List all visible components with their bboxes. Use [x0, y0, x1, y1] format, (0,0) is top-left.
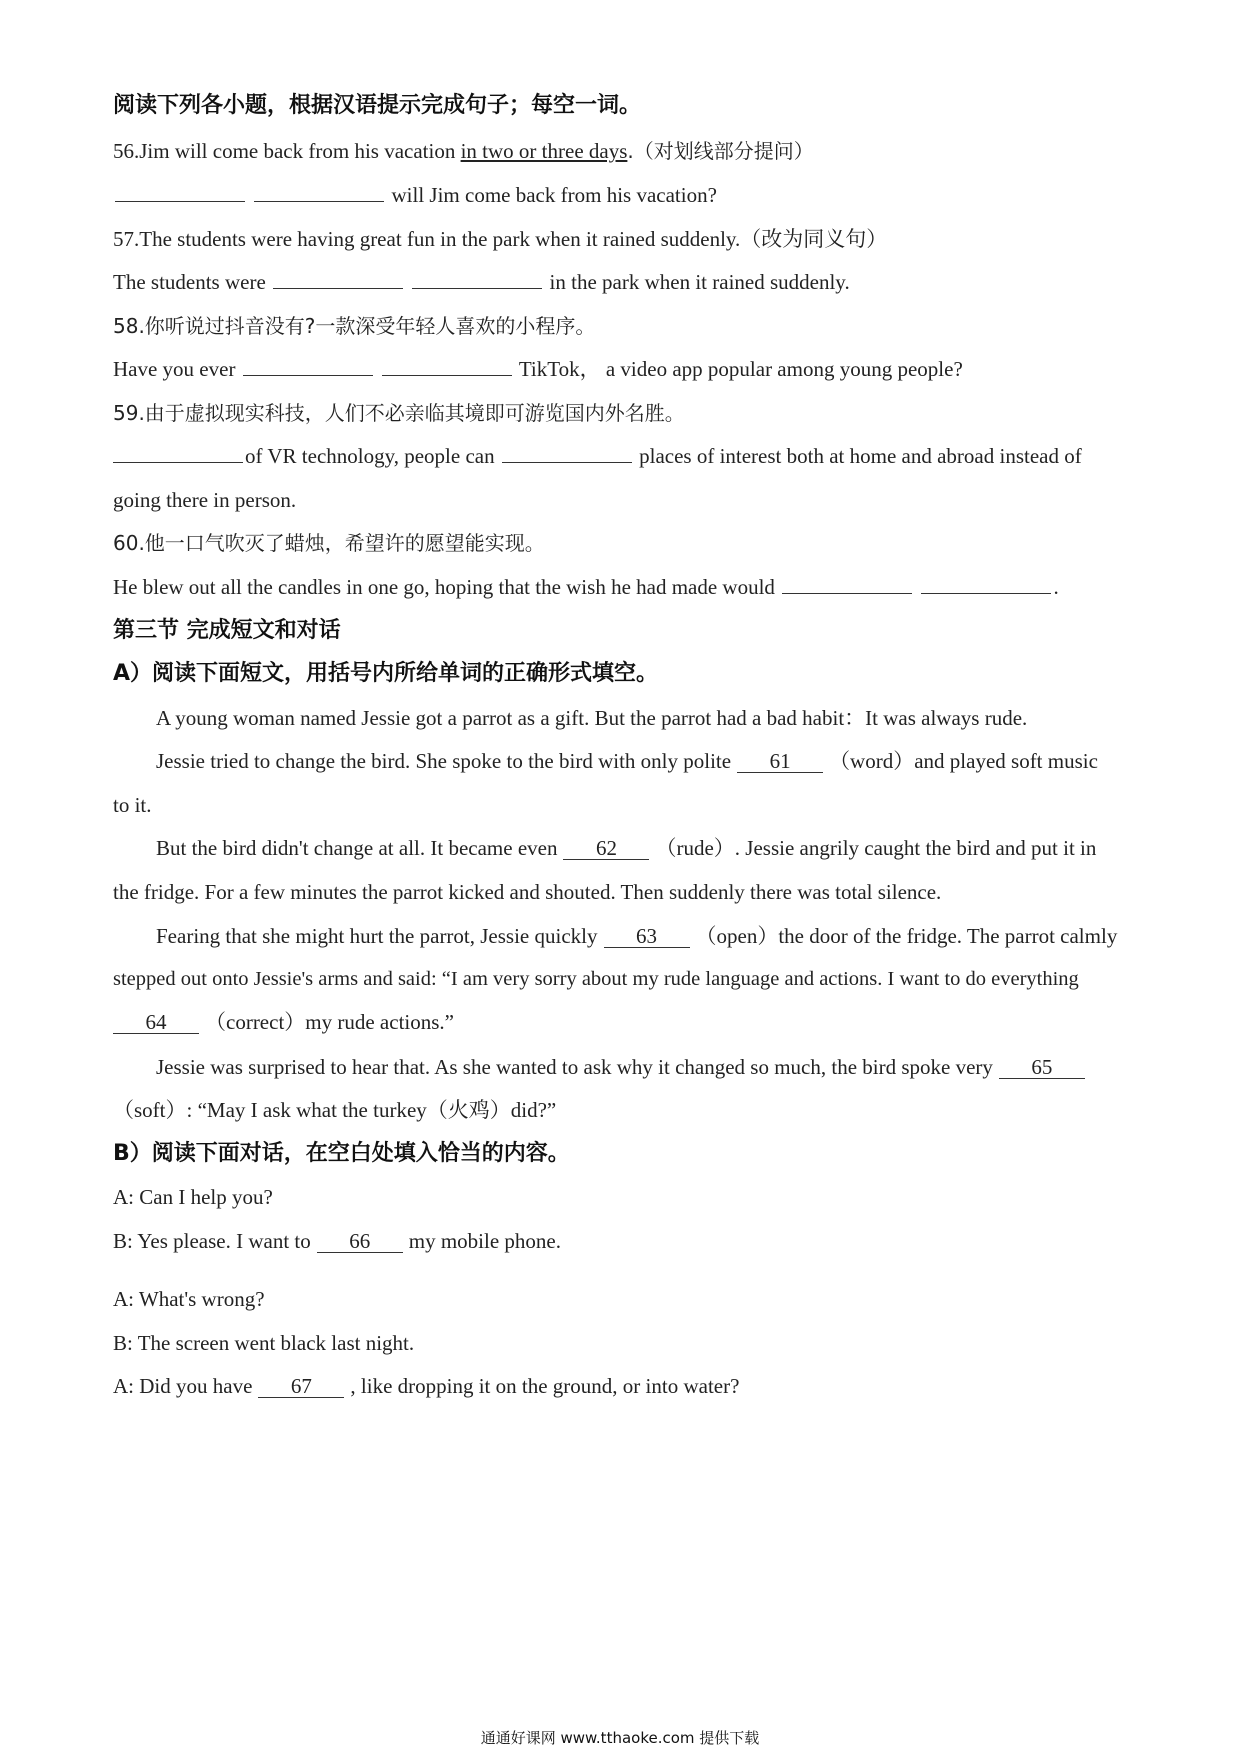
passage-text: Fearing that she might hurt the parrot, Jessie quickly — [156, 924, 598, 948]
question-60: 60.他一口气吹灭了蜡烛，希望许的愿望能实现。 — [113, 531, 545, 555]
answer-blank[interactable] — [113, 442, 243, 463]
q59-answer-mid: of VR technology, people can — [245, 444, 495, 468]
passage-text: But the bird didn't change at all. It became even — [156, 836, 558, 860]
answer-59 — [113, 442, 1130, 470]
answer-56 — [113, 181, 1130, 209]
passage-text: （correct）my rude actions.” — [205, 1010, 454, 1034]
dialogue-text: my mobile phone. — [408, 1229, 561, 1253]
section-heading: 阅读下列各小题，根据汉语提示完成句子；每空一词。 — [113, 93, 642, 118]
dialogue-text: A: Did you have — [113, 1374, 253, 1398]
page-footer: 通通好课网 www.tthaoke.com 提供下载 — [480, 1729, 760, 1747]
dialogue-text: , like dropping it on the ground, or into water? — [350, 1374, 740, 1398]
passage-paragraph-5 — [156, 1053, 1130, 1081]
part-b-heading: B）阅读下面对话，在空白处填入恰当的内容。 — [113, 1141, 570, 1166]
q56-underlined-phrase: in two or three days — [460, 139, 628, 163]
question-58: 58.你听说过抖音没有?一款深受年轻人喜欢的小程序。 — [113, 314, 596, 338]
answer-57 — [113, 268, 1130, 296]
passage-text: stepped out onto Jessie's arms and said: “I am very sorry about my rude language and actions. I want to do everything — [113, 968, 1079, 990]
dialogue-line: A: What's wrong? — [113, 1287, 265, 1311]
blank-65[interactable]: 65 — [999, 1056, 1085, 1079]
answer-blank[interactable] — [115, 181, 245, 202]
q56-answer-text: will Jim come back from his vacation? — [391, 183, 717, 207]
answer-blank[interactable] — [243, 355, 373, 376]
passage-text: Jessie was surprised to hear that. As she wanted to ask why it changed so much, the bird spoke very — [156, 1055, 993, 1079]
q58-answer-after: TikTok， a video app popular among young people? — [518, 357, 963, 381]
blank-67[interactable]: 67 — [258, 1375, 344, 1398]
answer-blank[interactable] — [273, 268, 403, 289]
q57-answer-before: The students were — [113, 270, 266, 294]
q59-answer-after: places of interest both at home and abroad instead of — [639, 444, 1082, 468]
passage-text: the fridge. For a few minutes the parrot kicked and shouted. Then suddenly there was total silence. — [113, 880, 942, 904]
passage-text: to it. — [113, 793, 152, 817]
section-heading: 第三节 完成短文和对话 — [113, 618, 341, 643]
answer-blank[interactable] — [254, 181, 384, 202]
passage-text: （soft）: “May I ask what the turkey（火鸡）did?” — [113, 1098, 557, 1122]
dialogue-line: A: Can I help you? — [113, 1185, 273, 1209]
q56-suffix: .（对划线部分提问） — [627, 139, 814, 163]
blank-63[interactable]: 63 — [604, 925, 690, 948]
answer-blank[interactable] — [921, 573, 1051, 594]
answer-blank[interactable] — [502, 442, 632, 463]
q56-prefix: 56.Jim will come back from his vacation — [113, 139, 461, 163]
passage-text: （rude）. Jessie angrily caught the bird and put it in — [655, 836, 1097, 860]
passage-text — [113, 1008, 1130, 1036]
q60-answer-before: He blew out all the candles in one go, hoping that the wish he had made would — [113, 575, 775, 599]
question-57: 57.The students were having great fun in the park when it rained suddenly.（改为同义句） — [113, 227, 888, 251]
q57-answer-after: in the park when it rained suddenly. — [549, 270, 850, 294]
passage-text: Jessie tried to change the bird. She spoke to the bird with only polite — [156, 749, 732, 773]
passage-text: （word）and played soft music — [829, 749, 1098, 773]
blank-62[interactable]: 62 — [563, 837, 649, 860]
q58-answer-before: Have you ever — [113, 357, 236, 381]
passage-paragraph-1: A young woman named Jessie got a parrot as a gift. But the parrot had a bad habit：It was always rude. — [156, 706, 1028, 730]
question-56 — [113, 137, 1130, 165]
dialogue-text: B: Yes please. I want to — [113, 1229, 311, 1253]
answer-blank[interactable] — [782, 573, 912, 594]
answer-blank[interactable] — [412, 268, 542, 289]
answer-58 — [113, 355, 1130, 383]
answer-59-continued: going there in person. — [113, 488, 297, 512]
passage-paragraph-4 — [156, 922, 1130, 950]
question-59: 59.由于虚拟现实科技，人们不必亲临其境即可游览国内外名胜。 — [113, 401, 685, 425]
blank-66[interactable]: 66 — [317, 1230, 403, 1253]
dialogue-line — [113, 1372, 1130, 1400]
answer-60 — [113, 573, 1130, 601]
blank-61[interactable]: 61 — [737, 750, 823, 773]
dialogue-line: B: The screen went black last night. — [113, 1331, 415, 1355]
passage-paragraph-2 — [156, 747, 1130, 775]
passage-paragraph-3 — [156, 834, 1130, 862]
passage-text: （open）the door of the fridge. The parrot calmly — [695, 924, 1118, 948]
blank-64[interactable]: 64 — [113, 1011, 199, 1034]
dialogue-line — [113, 1227, 1130, 1255]
part-a-heading: A）阅读下面短文，用括号内所给单词的正确形式填空。 — [113, 661, 659, 686]
q60-answer-after: . — [1053, 575, 1059, 599]
answer-blank[interactable] — [382, 355, 512, 376]
